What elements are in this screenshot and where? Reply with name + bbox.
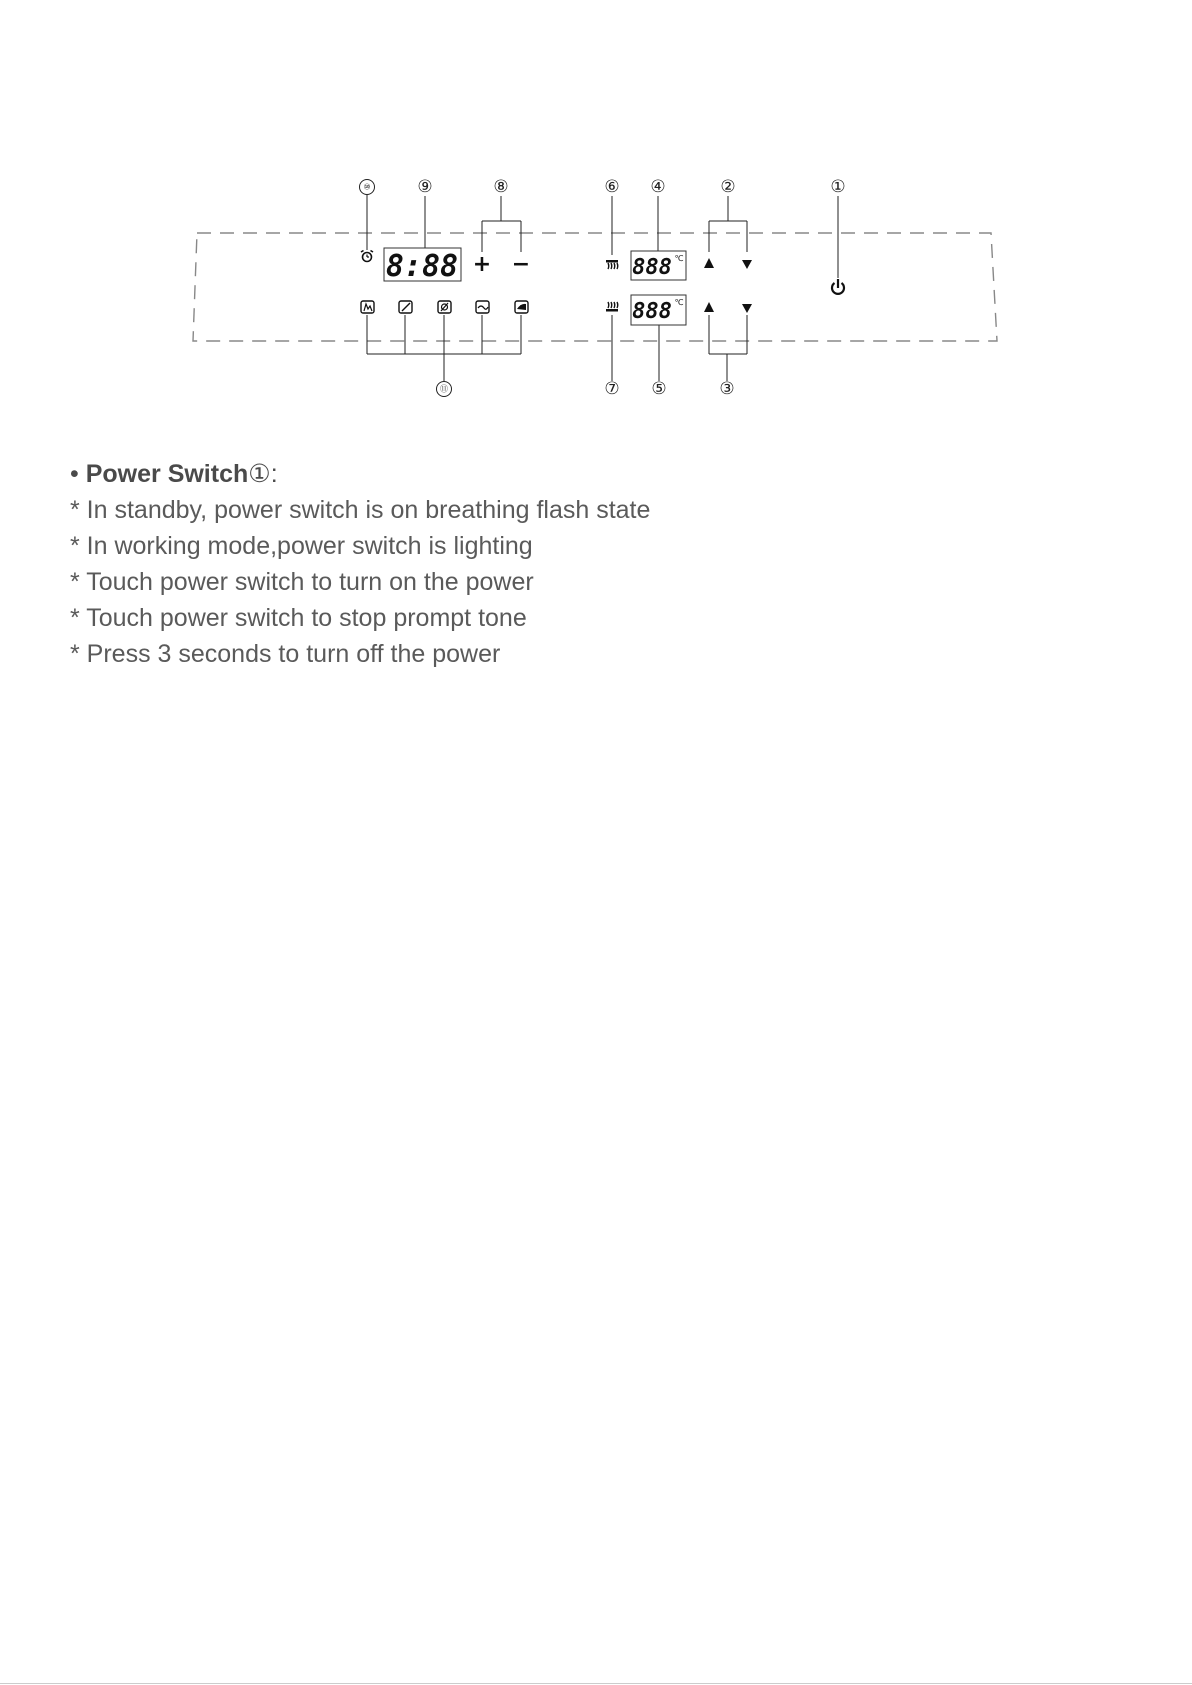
instruction-line: * Touch power switch to turn on the power (70, 568, 534, 596)
leader-11 (367, 315, 521, 381)
mode-4-icon[interactable] (476, 301, 489, 313)
instruction-line: * In standby, power switch is on breathing flash state (70, 496, 651, 524)
instruction-line: * In working mode,power switch is lighting (70, 532, 533, 560)
lower-temp-unit: ℃ (674, 298, 684, 307)
upper-down-arrow-icon[interactable] (742, 260, 752, 269)
callout-1 (830, 177, 845, 197)
svg-text:③: ③ (719, 379, 735, 399)
svg-text:⑩: ⑩ (363, 182, 371, 192)
svg-text:⑨: ⑨ (417, 177, 433, 197)
svg-text:④: ④ (650, 177, 666, 197)
callout-3 (719, 379, 734, 399)
leader-3 (709, 315, 747, 381)
callout-4 (650, 177, 665, 197)
upper-temp-unit: ℃ (674, 254, 684, 263)
bottom-heating-element-icon[interactable] (606, 302, 618, 312)
mode-1-icon[interactable] (361, 301, 374, 313)
panel-outline (193, 233, 997, 341)
mode-3-icon[interactable] (438, 301, 451, 313)
lower-up-arrow-icon[interactable] (704, 302, 714, 312)
power-switch-section (70, 456, 1120, 672)
svg-text:⑥: ⑥ (604, 177, 620, 197)
alarm-clock-icon[interactable] (361, 251, 373, 262)
top-heating-element-icon[interactable] (606, 260, 618, 269)
lower-temp-display (631, 295, 686, 325)
mode-2-icon[interactable] (399, 301, 412, 313)
callout-6 (604, 177, 619, 197)
power-icon[interactable] (832, 279, 844, 294)
callout-11 (437, 382, 452, 397)
svg-text:⑦: ⑦ (604, 379, 620, 399)
callout-2 (720, 177, 735, 197)
leader-8 (482, 196, 521, 252)
svg-text:⑧: ⑧ (493, 177, 509, 197)
svg-text:888: 888 (632, 255, 672, 280)
page-bottom-rule (0, 1683, 1192, 1684)
callout-8 (493, 177, 508, 197)
svg-text:②: ② (720, 177, 736, 197)
section-marker: ① (248, 460, 271, 488)
control-panel-diagram (0, 0, 1192, 420)
svg-text:⑤: ⑤ (651, 379, 667, 399)
timer-minus-button[interactable]: − (511, 252, 531, 277)
section-heading (70, 456, 1120, 492)
upper-up-arrow-icon[interactable] (704, 258, 714, 268)
svg-text:8:88: 8:88 (385, 249, 459, 284)
instruction-line: * Press 3 seconds to turn off the power (70, 640, 501, 668)
upper-temp-display (631, 251, 686, 280)
instruction-line: * Touch power switch to stop prompt tone (70, 604, 527, 632)
callout-5 (651, 379, 666, 399)
leader-2 (709, 196, 747, 252)
callout-7 (604, 379, 619, 399)
lower-down-arrow-icon[interactable] (742, 304, 752, 313)
section-colon: : (270, 460, 278, 488)
callout-9 (417, 177, 432, 197)
svg-text:①: ① (830, 177, 846, 197)
timer-plus-button[interactable]: + (472, 252, 492, 277)
callout-10 (360, 180, 375, 195)
section-title: Power Switch (85, 460, 249, 488)
svg-text:888: 888 (632, 299, 672, 324)
mode-5-icon[interactable] (515, 301, 528, 313)
bullet: • (70, 460, 79, 488)
svg-text:⑪: ⑪ (440, 384, 448, 394)
timer-display (384, 248, 461, 284)
